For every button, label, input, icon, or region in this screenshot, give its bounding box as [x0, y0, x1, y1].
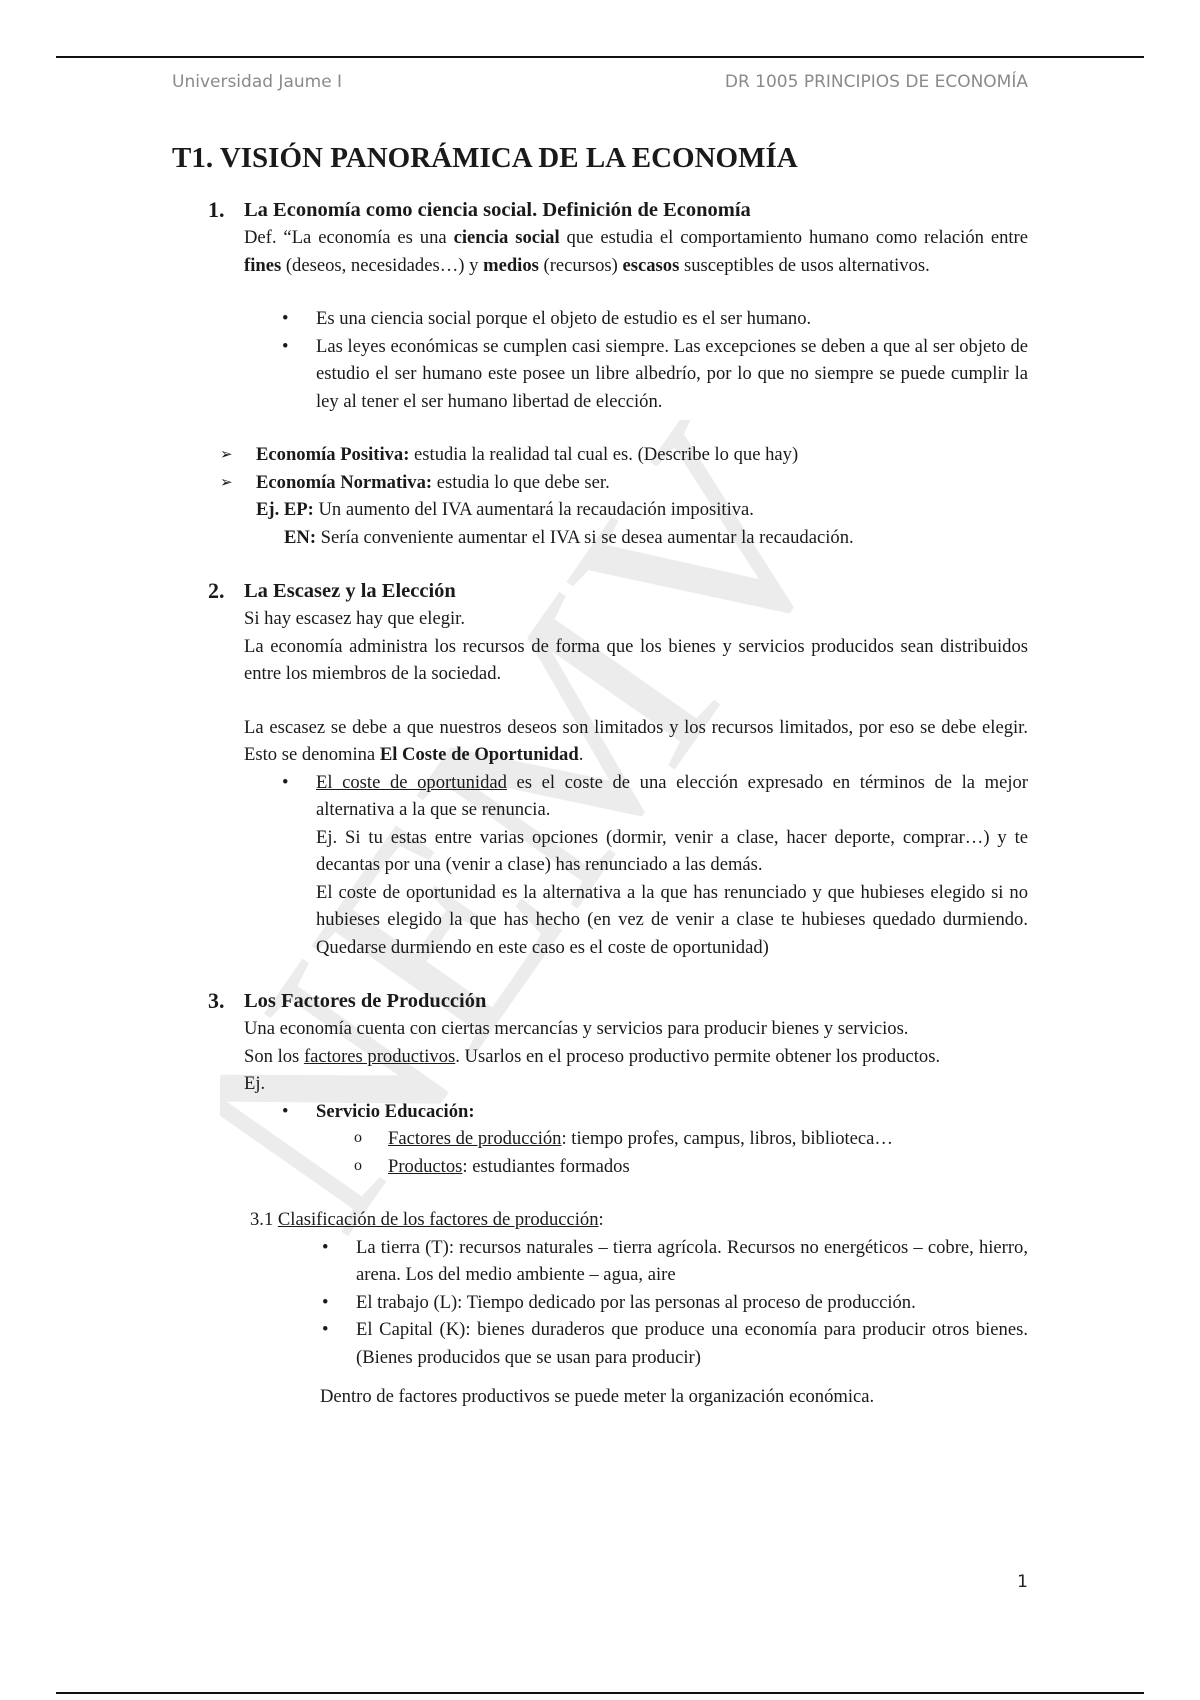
section-2-bullets	[244, 769, 1028, 962]
economy-types-list	[172, 441, 1028, 496]
definition-paragraph: Def. “La economía es una ciencia social que estudia el comportamiento humano como relación entre fines (deseos, necesidades…) y medios (recursos) escasos susceptibles de usos alternativos.	[244, 227, 1028, 276]
example-ep: Ej. EP: Un aumento del IVA aumentará la recaudación impositiva.	[256, 499, 754, 520]
list-item: o Productos: estudiantes formados	[244, 1153, 1028, 1181]
watermark-text: NEMV	[220, 420, 903, 1281]
paragraph: Una economía cuenta con ciertas mercancías y servicios para producir bienes y servicios.	[244, 1018, 909, 1039]
list-item: • El trabajo (L): Tiempo dedicado por las personas al proceso de producción.	[284, 1289, 1028, 1317]
header-rule	[56, 56, 1144, 58]
list-item: o Factores de producción: tiempo profes, campus, libros, biblioteca…	[244, 1125, 1028, 1153]
list-item: • Es una ciencia social porque el objeto de estudio es el ser humano.	[244, 305, 1028, 333]
section-3	[172, 987, 1028, 1098]
section-number: 1.	[208, 197, 225, 222]
paragraph: Ej.	[244, 1073, 266, 1094]
subsection-heading: 3.1 Clasificación de los factores de producción:	[250, 1209, 604, 1230]
paragraph: La escasez se debe a que nuestros deseos son limitados y los recursos limitados, por eso se debe elegir. Esto se denomina El Coste de Oportunidad.	[244, 716, 1028, 765]
paragraph: Son los factores productivos. Usarlos en el proceso productivo permite obtener los productos.	[244, 1045, 941, 1067]
example-en: EN: Sería conveniente aumentar el IVA si se desea aumentar la recaudación.	[284, 526, 854, 548]
section-title: La Economía como ciencia social. Definición de Economía	[244, 199, 751, 221]
section-2	[172, 577, 1028, 769]
list-item: • Servicio Educación:	[244, 1098, 1028, 1126]
paragraph: Si hay escasez hay que elegir.	[244, 608, 465, 629]
page-number: 1	[1017, 1572, 1028, 1592]
closing-paragraph: Dentro de factores productivos se puede meter la organización económica.	[320, 1386, 875, 1407]
section-3-bullets	[244, 1098, 1028, 1126]
section-number: 3.	[208, 988, 225, 1013]
section-1-bullets	[244, 305, 1028, 415]
list-item: • La tierra (T): recursos naturales – tierra agrícola. Recursos no energéticos – cobre, hierro, arena. Los del medio ambiente – agua, aire	[284, 1234, 1028, 1289]
section-1	[172, 196, 1028, 279]
list-item: ➢ Economía Positiva: estudia la realidad tal cual es. (Describe lo que hay)	[172, 441, 1028, 469]
section-title: La Escasez y la Elección	[244, 580, 456, 602]
list-item: ➢ Economía Normativa: estudia lo que debe ser.	[172, 469, 1028, 497]
section-number: 2.	[208, 578, 225, 603]
header-course: DR 1005 PRINCIPIOS DE ECONOMÍA	[724, 72, 1028, 92]
list-item: • El coste de oportunidad es el coste de una elección expresado en términos de la mejor alternativa a la que se renuncia. Ej. Si tu estas entre varias opciones (dormir, venir a clase, hacer deporte, comprar…) y te decantas por una (venir a clase) has renunciado a las demás. El coste de oportunidad es la alternativa a la que has renunciado y que hubieses elegido si no hubieses elegido la que has hecho (en vez de venir a clase te hubieses quedado durmiendo. Quedarse durmiendo en este caso es el coste de oportunidad)	[244, 769, 1028, 962]
page-title: T1. VISIÓN PANORÁMICA DE LA ECONOMÍA	[172, 142, 798, 174]
list-item: • El Capital (K): bienes duraderos que produce una economía para producir otros bienes. (Bienes producidos que se usan para producir)	[284, 1316, 1028, 1371]
paragraph: La economía administra los recursos de forma que los bienes y servicios producidos sean distribuidos entre los miembros de la sociedad.	[244, 635, 1028, 684]
education-sublist	[244, 1125, 1028, 1180]
factors-list	[284, 1234, 1028, 1372]
header-university: Universidad Jaume I	[172, 72, 343, 92]
list-item: • Las leyes económicas se cumplen casi siempre. Las excepciones se deben a que al ser objeto de estudio el ser humano este posee un libre albedrío, por lo que no siempre se puede cumplir la ley al tener el ser humano libertad de elección.	[244, 333, 1028, 416]
section-title: Los Factores de Producción	[244, 990, 487, 1012]
footer-rule	[56, 1692, 1144, 1694]
document-body	[172, 140, 1028, 1411]
